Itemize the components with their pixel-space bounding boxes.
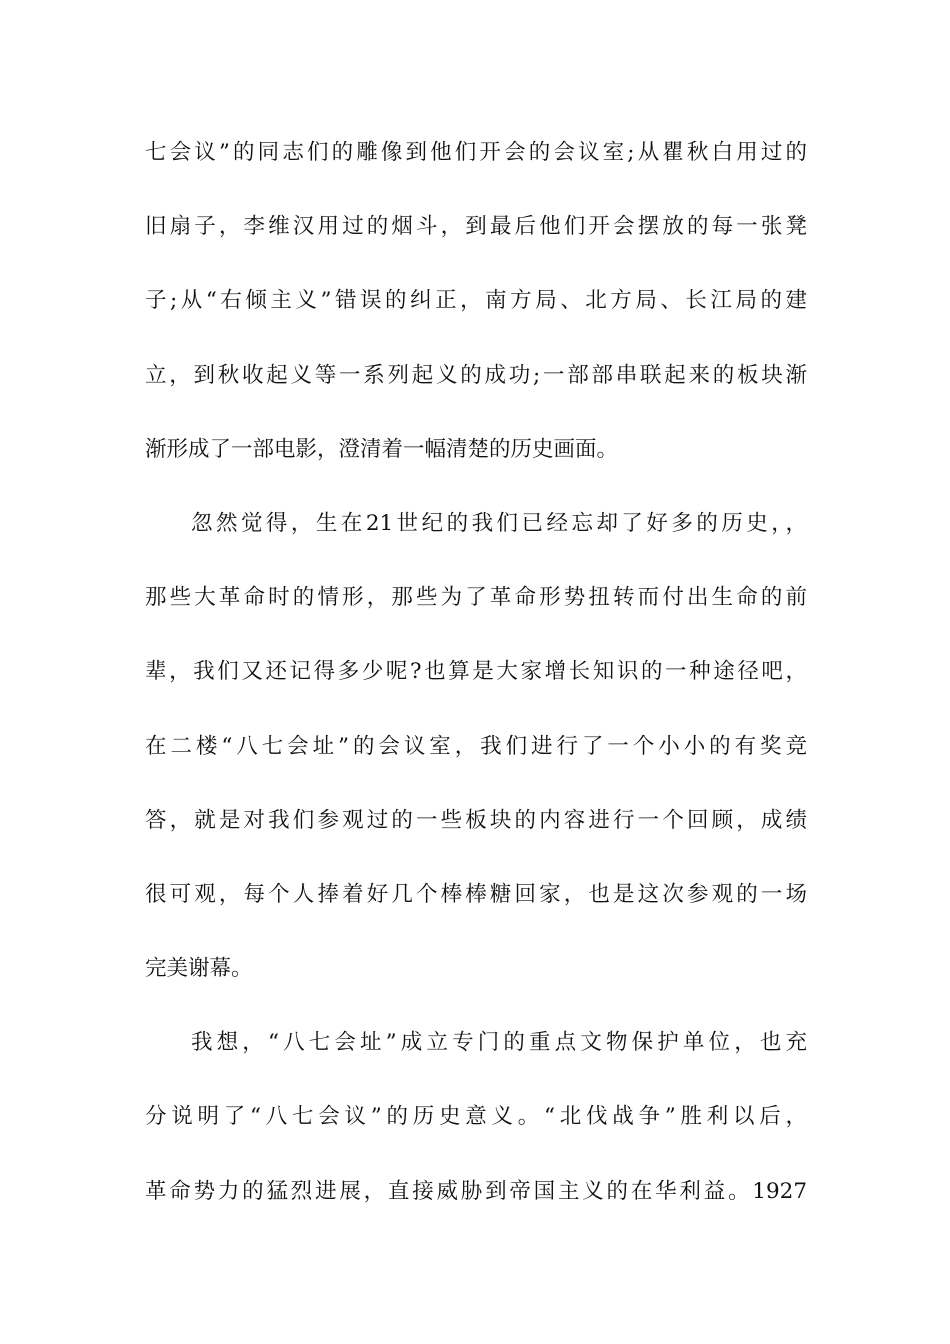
text-line: 在二楼“八七会址”的会议室，我们进行了一个小小的有奖竞 — [145, 733, 807, 759]
text-line: 分说明了“八七会议”的历史意义。“北伐战争”胜利以后， — [145, 1104, 807, 1130]
text-line: 完美谢幕。 — [145, 956, 253, 982]
text-line: 那些大革命时的情形，那些为了革命形势扭转而付出生命的前 — [145, 585, 807, 611]
text-line: 我想，“八七会址”成立专门的重点文物保护单位，也充 — [191, 1030, 807, 1056]
text-line: 忽然觉得，生在21世纪的我们已经忘却了好多的历史，， — [191, 510, 807, 536]
text-line: 七会议”的同志们的雕像到他们开会的会议室;从瞿秋白用过的 — [145, 140, 807, 165]
text-line: 很可观，每个人捧着好几个棒棒糖回家，也是这次参观的一场 — [145, 881, 807, 907]
text-line: 辈，我们又还记得多少呢?也算是大家增长知识的一种途径吧， — [145, 659, 807, 685]
text-line: 渐形成了一部电影，澄清着一幅清楚的历史画面。 — [145, 436, 619, 462]
text-line: 答，就是对我们参观过的一些板块的内容进行一个回顾，成绩 — [145, 807, 807, 833]
text-line: 子;从“右倾主义”错误的纠正，南方局、北方局、长江局的建 — [145, 288, 807, 314]
text-line: 立，到秋收起义等一系列起义的成功;一部部串联起来的板块渐 — [145, 362, 807, 388]
text-line: 革命势力的猛烈进展，直接威胁到帝国主义的在华利益。1927 — [145, 1178, 807, 1204]
body-text — [145, 130, 807, 1243]
text-line: 旧扇子，李维汉用过的烟斗，到最后他们开会摆放的每一张凳 — [145, 214, 807, 240]
